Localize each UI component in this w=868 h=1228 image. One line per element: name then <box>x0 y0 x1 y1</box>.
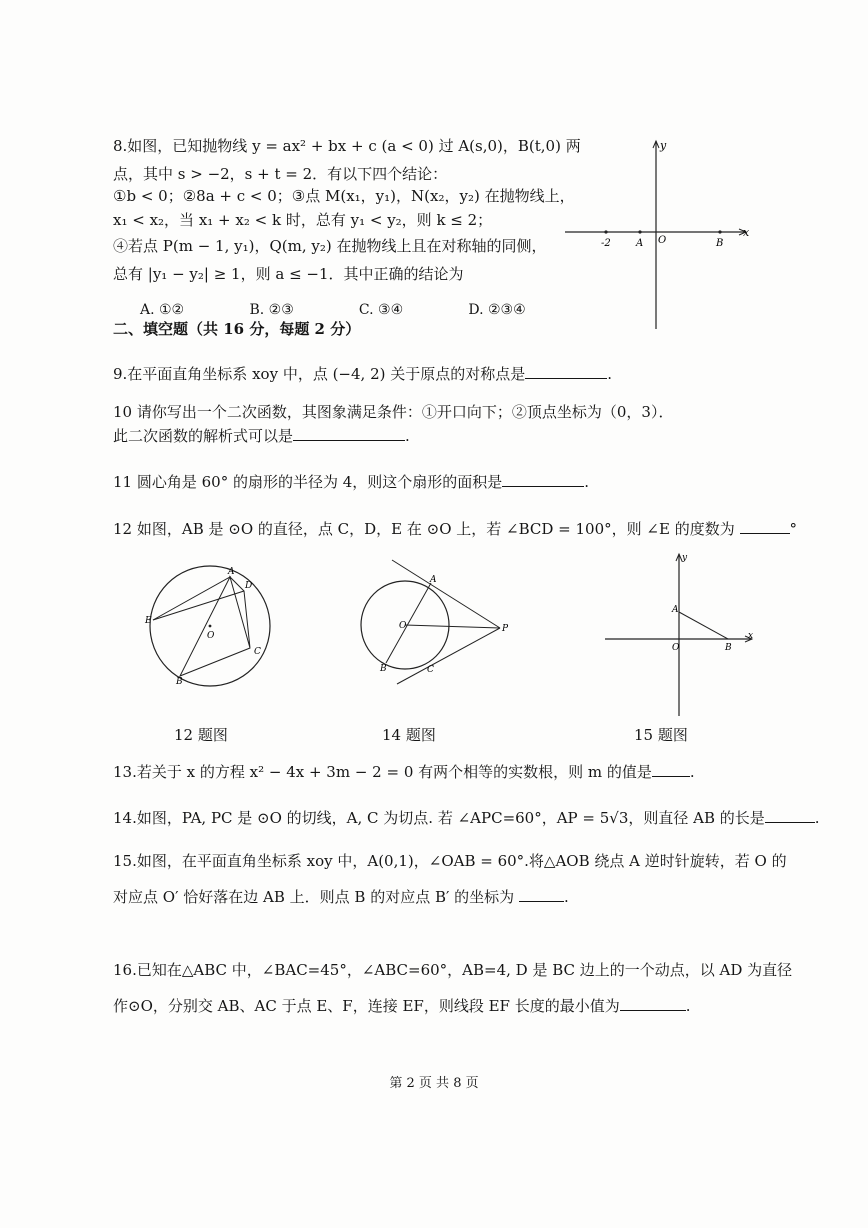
q13-end: . <box>689 763 695 781</box>
q16-line2: 作⊙O，分别交 AB、AC 于点 E、F，连接 EF，则线段 EF 长度的最小值为 <box>113 997 620 1015</box>
q14-answer-blank[interactable] <box>765 806 815 823</box>
q15-answer-blank[interactable] <box>519 885 564 902</box>
q12-answer-blank[interactable] <box>740 517 790 534</box>
section2-title: 二、填空题（共 16 分，每题 2 分） <box>113 320 361 338</box>
fig14-tangent-pa <box>392 560 500 628</box>
fig12-lines <box>153 577 253 676</box>
q11-answer-blank[interactable] <box>502 470 584 487</box>
q9 <box>113 362 612 386</box>
q8-option-a[interactable]: A. ①② <box>140 302 185 318</box>
q11 <box>113 470 589 494</box>
q16-line1: 16.已知在△ABC 中，∠BAC=45°，∠ABC=60°，AB=4, D 是 BC 边上的一个动点，以 AD 为直径 <box>113 961 793 979</box>
fig12-a: A <box>228 567 235 577</box>
q8-figure <box>560 136 760 336</box>
q15-end: . <box>563 888 569 906</box>
q8-line1: 8.如图，已知抛物线 y = ax² + bx + c (a < 0) 过 A(s,0)，B(t,0) 两 <box>113 137 581 155</box>
q8-line2: 点，其中 s > −2，s + t = 2．有以下四个结论： <box>113 165 448 183</box>
fig14-p: P <box>502 624 509 634</box>
fig14-line-op <box>405 625 500 628</box>
fig15 <box>600 550 760 720</box>
q8-line3: ①b < 0；②8a + c < 0；③点 M(x₁，y₁)，N(x₂，y₂) 在抛物线上， <box>113 187 575 205</box>
q8-option-c[interactable]: C. ③④ <box>358 302 404 318</box>
fig14-tangent-pc <box>397 628 500 684</box>
q8-fig-tick-minus2: -2 <box>601 238 611 249</box>
fig14 <box>360 558 520 698</box>
fig14-a: A <box>430 575 437 585</box>
fig12 <box>140 560 290 700</box>
q8-option-d[interactable]: D. ②③④ <box>468 302 526 318</box>
fig12-b: B <box>176 677 183 687</box>
fig14-o: O <box>399 621 407 631</box>
q14-text: 14.如图，PA, PC 是 ⊙O 的切线，A, C 为切点. 若 ∠APC=60°，AP = 5√3，则直径 AB 的长是 <box>113 809 765 827</box>
fig15-segment-ab <box>679 612 728 639</box>
fig15-o: O <box>672 643 680 653</box>
fig12-c: C <box>254 647 261 657</box>
page-footer: 第 2 页 共 8 页 <box>389 1076 479 1091</box>
q16-end: . <box>685 997 691 1015</box>
q13 <box>113 760 695 784</box>
q8-fig-origin: O <box>658 235 667 246</box>
fig14-b: B <box>380 664 387 674</box>
fig14-caption: 14 题图 <box>382 726 436 744</box>
q14 <box>113 806 820 830</box>
q12-text: 12 如图，AB 是 ⊙O 的直径，点 C，D，E 在 ⊙O 上，若 ∠BCD = 100°，则 ∠E 的度数为 <box>113 520 735 538</box>
q8-line6: 总有 |y₁ − y₂| ≥ 1，则 a ≤ −1．其中正确的结论为 <box>113 265 464 283</box>
q14-end: . <box>814 809 820 827</box>
q8-fig-point-a: A <box>636 238 644 249</box>
fig15-y: y <box>682 553 688 563</box>
fig15-caption: 15 题图 <box>634 726 688 744</box>
q10-line2: 此二次函数的解析式可以是 <box>113 427 294 445</box>
q10-line1: 10 请你写出一个二次函数，其图象满足条件：①开口向下；②顶点坐标为（0，3）． <box>113 403 674 421</box>
q13-answer-blank[interactable] <box>652 760 690 777</box>
fig12-e: E <box>145 616 152 626</box>
q12-end: ° <box>789 520 797 538</box>
q13-text: 13.若关于 x 的方程 x² − 4x + 3m − 2 = 0 有两个相等的实数根，则 m 的值是 <box>113 763 652 781</box>
q12 <box>113 517 797 541</box>
fig15-b: B <box>725 643 732 653</box>
fig15-x: x <box>748 631 754 641</box>
q10-end: . <box>405 427 410 445</box>
q8-fig-x-label: x <box>743 226 750 239</box>
q11-text: 11 圆心角是 60° 的扇形的半径为 4，则这个扇形的面积是 <box>113 473 503 491</box>
q9-answer-blank[interactable] <box>525 362 607 379</box>
q8-fig-y-label: y <box>660 139 667 152</box>
q8-line5: ④若点 P(m − 1, y₁)，Q(m, y₂) 在抛物线上且在对称轴的同侧， <box>113 237 547 255</box>
q9-end: . <box>607 365 613 383</box>
q11-end: . <box>584 473 590 491</box>
q16-answer-blank[interactable] <box>620 994 686 1011</box>
fig12-d: D <box>245 581 253 591</box>
q8-fig-point-b: B <box>716 238 724 249</box>
fig12-o: O <box>207 631 215 641</box>
fig12-caption: 12 题图 <box>174 726 228 744</box>
q8-line4: x₁ < x₂，当 x₁ + x₂ < k 时，总有 y₁ < y₂，则 k ≤ 2； <box>113 211 493 229</box>
q9-text: 9.在平面直角坐标系 xoy 中，点 (−4, 2) 关于原点的对称点是 <box>113 365 526 383</box>
fig15-a: A <box>672 605 679 615</box>
q15 <box>113 885 569 909</box>
q10-answer-blank[interactable] <box>293 424 405 441</box>
q10 <box>113 424 410 448</box>
q15-line2: 对应点 O′ 恰好落在边 AB 上．则点 B 的对应点 B′ 的坐标为 <box>113 888 515 906</box>
q16 <box>113 994 691 1018</box>
fig14-diameter-ab <box>386 583 431 663</box>
q15-line1: 15.如图，在平面直角坐标系 xoy 中，A(0,1)，∠OAB = 60°.将△AOB 绕点 A 逆时针旋转，若 O 的 <box>113 852 787 870</box>
fig14-c: C <box>427 665 434 675</box>
q8-option-b[interactable]: B. ②③ <box>249 302 294 318</box>
